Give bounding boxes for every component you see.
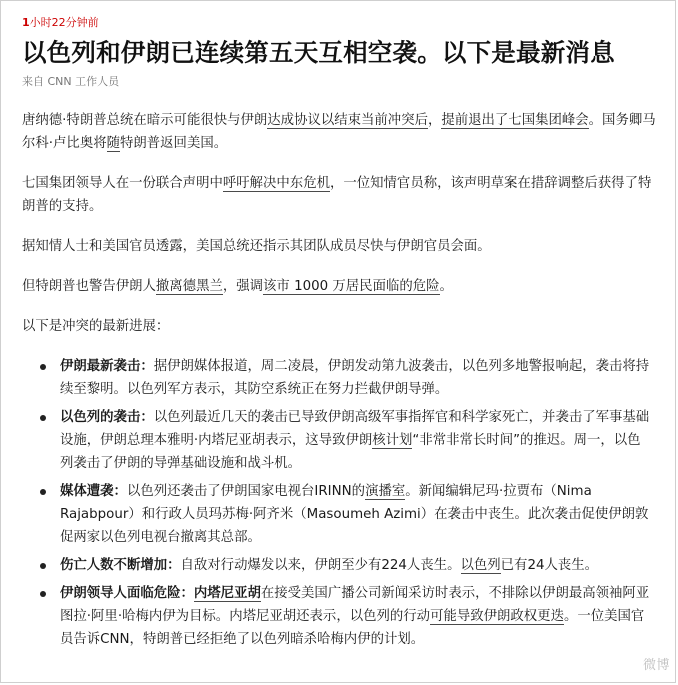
paragraph-5: 以下是冲突的最新进展： (22, 319, 170, 334)
list-item: 以色列的袭击：以色列最近几天的袭击已导致伊朗高级军事指挥官和科学家死亡，并袭击了军事基础设施，伊朗总理本雅明·内塔尼亚胡表示，这导致伊朗核计划“非常非常长时间”的推迟。周一，以色列袭击了伊朗的导弹基础设施和战斗机。 (60, 406, 658, 475)
list-item: 伊朗领导人面临危险：内塔尼亚胡在接受美国广播公司新闻采访时表示，不排除以伊朗最高领袖阿亚图拉·阿里·哈梅内伊为目标。内塔尼亚胡还表示，以色列的行动可能导致伊朗政权更迭。一位美国官员告诉CNN，特朗普已经拒绝了以色列暗杀哈梅内伊的计划。 (60, 582, 658, 651)
link-mideast-crisis[interactable]: 呼吁解决中东危机 (222, 176, 330, 191)
article (22, 16, 658, 656)
list-item: 伤亡人数不断增加：自敌对行动爆发以来，伊朗至少有224人丧生。以色列已有24人丧生。 (60, 554, 658, 577)
link-residents-danger[interactable]: 该市 1000 万居民面临的危险 (263, 279, 440, 294)
watermark: 微博 (642, 658, 670, 673)
link-left-g7-summit[interactable]: 提前退出了七国集团峰会 (441, 113, 589, 128)
timestamp: 1小时22分钟前 (22, 16, 99, 29)
link-deal-agreement[interactable]: 达成协议以结束当前冲突后 (267, 113, 428, 128)
paragraph-4: 但特朗普也警告伊朗人撤离德黑兰，强调该市 1000 万居民面临的危险。 (22, 279, 453, 294)
paragraph-1: 唐纳德·特朗普总统在暗示可能很快与伊朗达成协议以结束当前冲突后，提前退出了七国集团峰会。国务卿马尔科·卢比奥将随特朗普返回美国。 (22, 113, 656, 151)
link-evacuate-tehran[interactable]: 撤离德黑兰 (155, 279, 223, 294)
paragraph-3: 据知情人士和美国官员透露，美国总统还指示其团队成员尽快与伊朗官员会面。 (22, 239, 491, 254)
byline: 来自 CNN 工作人员 (22, 75, 120, 88)
updates-list (22, 355, 658, 651)
link-accompany[interactable]: 随 (106, 136, 120, 151)
headline: 以色列和伊朗已连续第五天互相空袭。以下是最新消息 (22, 38, 615, 67)
list-item: 媒体遭袭：以色列还袭击了伊朗国家电视台IRINN的演播室。新闻编辑尼玛·拉贾布（Nima Rajabpour）和行政人员玛苏梅·阿齐米（Masoumeh Azimi）在袭击中丧生。此次袭击促使伊朗敦促两家以色列电视台撤离其总部。 (60, 480, 658, 549)
link-nuclear-program[interactable]: 核计划 (372, 433, 413, 448)
link-netanyahu[interactable]: 内塔尼亚胡 (193, 586, 261, 601)
link-studio[interactable]: 演播室 (365, 484, 406, 499)
list-item: 伊朗最新袭击：据伊朗媒体报道，周二凌晨，伊朗发动第九波袭击，以色列多地警报响起，袭击将持续至黎明。以色列军方表示，其防空系统正在努力拦截伊朗导弹。 (60, 355, 658, 401)
link-israel-casualties[interactable]: 以色列 (460, 558, 501, 573)
link-regime-change[interactable]: 可能导致伊朗政权更迭 (430, 609, 564, 624)
paragraph-2: 七国集团领导人在一份联合声明中呼吁解决中东危机，一位知情官员称，该声明草案在措辞调整后获得了特朗普的支持。 (22, 176, 652, 214)
